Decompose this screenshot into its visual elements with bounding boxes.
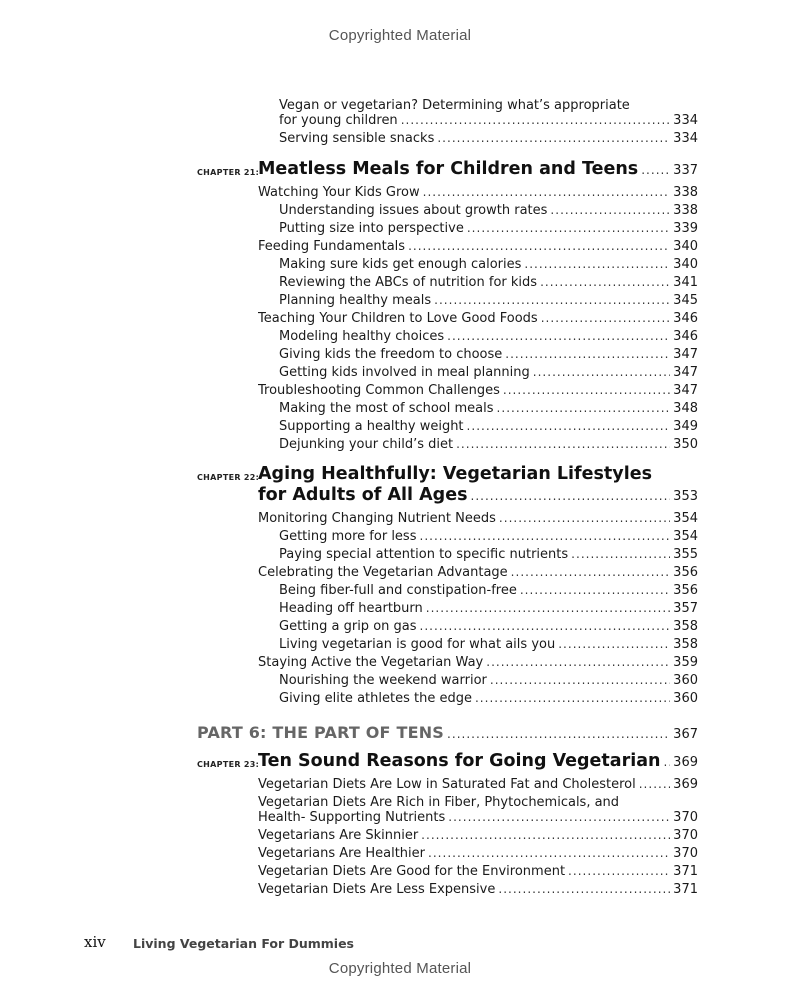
toc-entry[interactable]	[279, 600, 698, 617]
toc-entry-title: Getting a grip on gas	[279, 619, 417, 634]
dot-leader	[426, 600, 670, 617]
toc-entry-title: Making sure kids get enough calories	[279, 257, 522, 272]
toc-entry-page: 349	[673, 419, 698, 434]
toc-entry-page: 370	[673, 828, 698, 843]
chapter-heading[interactable]	[258, 751, 698, 771]
dot-leader	[467, 220, 670, 237]
toc-entry[interactable]	[279, 220, 698, 237]
toc-entry[interactable]	[258, 827, 698, 844]
toc-entry-title: Giving elite athletes the edge	[279, 691, 472, 706]
toc-entry-page: 347	[673, 383, 698, 398]
toc-entry-page: 360	[673, 691, 698, 706]
dot-leader	[447, 727, 670, 741]
toc-entry-title: for young children	[279, 113, 398, 128]
toc-entry[interactable]	[279, 672, 698, 689]
toc-entry-page: 358	[673, 619, 698, 634]
dot-leader	[419, 528, 670, 545]
toc-entry[interactable]	[258, 881, 698, 898]
toc-entry-page: 338	[673, 203, 698, 218]
toc-entry-page: 357	[673, 601, 698, 616]
toc-entry[interactable]	[279, 202, 698, 219]
dot-leader	[490, 672, 670, 689]
chapter-title: for Adults of All Ages	[258, 485, 468, 505]
dot-leader	[408, 238, 670, 255]
toc-entry[interactable]	[258, 238, 698, 255]
toc-entry-title: Celebrating the Vegetarian Advantage	[258, 565, 508, 580]
dot-leader	[447, 328, 670, 345]
toc-entry-page: 359	[673, 655, 698, 670]
toc-entry-title: Getting more for less	[279, 529, 417, 544]
toc-entry-title: Vegetarian Diets Are Good for the Environment	[258, 864, 566, 879]
toc-entry[interactable]	[258, 564, 698, 581]
toc-entry-page: 354	[673, 511, 698, 526]
dot-leader	[505, 346, 670, 363]
dot-leader	[428, 845, 670, 862]
toc-entry-page: 347	[673, 347, 698, 362]
toc-entry-page: 339	[673, 221, 698, 236]
toc-entry[interactable]	[258, 382, 698, 399]
dot-leader	[533, 364, 670, 381]
toc-entry-title: Vegan or vegetarian? Determining what’s appropriate	[279, 98, 630, 113]
toc-entry[interactable]	[279, 582, 698, 599]
chapter-page: 369	[673, 755, 698, 770]
chapter-title: Meatless Meals for Children and Teens	[258, 159, 639, 179]
toc-entry-title: Understanding issues about growth rates	[279, 203, 548, 218]
toc-entry-page: 347	[673, 365, 698, 380]
page-number: xiv	[84, 933, 106, 951]
toc-entry-title: Teaching Your Children to Love Good Foods	[258, 311, 538, 326]
toc-entry[interactable]	[279, 292, 698, 309]
toc-entry[interactable]	[258, 654, 698, 671]
toc-entry-title: Vegetarian Diets Are Low in Saturated Fat and Cholesterol	[258, 777, 636, 792]
toc-entry-page: 356	[673, 565, 698, 580]
toc-entry[interactable]	[279, 690, 698, 707]
toc-entry-page: 370	[673, 846, 698, 861]
toc-entry[interactable]	[258, 184, 698, 201]
dot-leader	[540, 274, 670, 291]
toc-entry[interactable]	[258, 510, 698, 527]
dot-leader	[568, 863, 670, 880]
toc-entry-page: 340	[673, 239, 698, 254]
toc-entry-page: 358	[673, 637, 698, 652]
part-heading[interactable]	[197, 723, 698, 742]
toc-entry[interactable]	[258, 809, 698, 826]
toc-entry[interactable]	[279, 528, 698, 545]
toc-entry[interactable]	[279, 274, 698, 291]
toc-entry-title: Serving sensible snacks	[279, 131, 435, 146]
dot-leader	[448, 809, 670, 826]
dot-leader	[664, 755, 671, 769]
dot-leader	[420, 618, 671, 635]
dot-leader	[503, 382, 670, 399]
toc-entry-title: Watching Your Kids Grow	[258, 185, 420, 200]
toc-entry-title: Health- Supporting Nutrients	[258, 810, 446, 825]
toc-entry[interactable]	[279, 328, 698, 345]
dot-leader	[434, 292, 670, 309]
toc-entry[interactable]	[279, 436, 698, 453]
dot-leader	[499, 510, 670, 527]
chapter-page: 337	[673, 163, 698, 178]
dot-leader	[541, 310, 670, 327]
toc-entry-title: Putting size into perspective	[279, 221, 464, 236]
copyright-watermark-bottom: Copyrighted Material	[328, 960, 472, 977]
toc-entry[interactable]	[279, 346, 698, 363]
toc-entry-page: 350	[673, 437, 698, 452]
toc-entry-title: Getting kids involved in meal planning	[279, 365, 530, 380]
toc-entry-title: Modeling healthy choices	[279, 329, 445, 344]
toc-entry-title: Making the most of school meals	[279, 401, 494, 416]
toc-entry-title: Vegetarians Are Healthier	[258, 846, 425, 861]
toc-entry-title: Vegetarians Are Skinnier	[258, 828, 419, 843]
toc-entry-page: 346	[673, 311, 698, 326]
toc-entry-page: 371	[673, 882, 698, 897]
chapter-label: CHAPTER 23:	[197, 760, 260, 769]
toc-entry-page: 334	[673, 131, 698, 146]
toc-entry[interactable]	[279, 400, 698, 417]
dot-leader	[511, 564, 671, 581]
toc-entry-page: 369	[673, 777, 698, 792]
toc-entry[interactable]	[279, 618, 698, 635]
chapter-title: Aging Healthfully: Vegetarian Lifestyles	[258, 464, 652, 484]
toc-entry-page: 360	[673, 673, 698, 688]
toc-entry[interactable]	[279, 636, 698, 653]
toc-entry-page: 371	[673, 864, 698, 879]
toc-entry-page: 370	[673, 810, 698, 825]
part-title: PART 6: THE PART OF TENS	[197, 723, 445, 742]
toc-entry[interactable]	[279, 364, 698, 381]
toc-entry-title: Planning healthy meals	[279, 293, 432, 308]
toc-entry-page: 354	[673, 529, 698, 544]
toc-entry-title: Living vegetarian is good for what ails you	[279, 637, 556, 652]
toc-entry-title: Monitoring Changing Nutrient Needs	[258, 511, 496, 526]
chapter-page: 353	[673, 489, 698, 504]
toc-entry[interactable]	[258, 310, 698, 327]
toc-entry-title: Troubleshooting Common Challenges	[258, 383, 500, 398]
dot-leader	[498, 881, 670, 898]
chapter-heading[interactable]	[258, 485, 698, 505]
dot-leader	[497, 400, 671, 417]
toc-entry-title: Heading off heartburn	[279, 601, 423, 616]
toc-entry-title: Nourishing the weekend warrior	[279, 673, 487, 688]
chapter-heading[interactable]	[258, 159, 698, 179]
toc-entry-title: Supporting a healthy weight	[279, 419, 464, 434]
dot-leader	[475, 690, 670, 707]
toc-entry[interactable]	[279, 112, 698, 129]
toc-entry[interactable]	[279, 546, 698, 563]
dot-leader	[524, 256, 670, 273]
toc-entry[interactable]	[279, 130, 698, 147]
toc-entry-title: Vegetarian Diets Are Less Expensive	[258, 882, 496, 897]
toc-entry[interactable]	[258, 863, 698, 880]
toc-entry-page: 345	[673, 293, 698, 308]
dot-leader	[571, 546, 670, 563]
toc-entry-title: Dejunking your child’s diet	[279, 437, 454, 452]
chapter-title: Ten Sound Reasons for Going Vegetarian	[258, 751, 661, 771]
toc-entry[interactable]	[258, 845, 698, 862]
dot-leader	[486, 654, 670, 671]
dot-leader	[421, 827, 670, 844]
toc-entry-page: 355	[673, 547, 698, 562]
toc-entry-title: Staying Active the Vegetarian Way	[258, 655, 484, 670]
toc-entry-page: 338	[673, 185, 698, 200]
dot-leader	[456, 436, 670, 453]
toc-entry[interactable]	[258, 776, 698, 793]
dot-leader	[437, 130, 670, 147]
toc-entry-page: 340	[673, 257, 698, 272]
toc-entry-title: Reviewing the ABCs of nutrition for kids	[279, 275, 538, 290]
running-footer-title: Living Vegetarian For Dummies	[133, 936, 354, 951]
dot-leader	[423, 184, 671, 201]
dot-leader	[550, 202, 670, 219]
dot-leader	[520, 582, 670, 599]
chapter-label: CHAPTER 21:	[197, 168, 260, 177]
toc-entry-title: Vegetarian Diets Are Rich in Fiber, Phytochemicals, and	[258, 795, 620, 810]
part-page: 367	[673, 727, 698, 742]
dot-leader	[470, 489, 670, 503]
copyright-watermark-top: Copyrighted Material	[328, 27, 472, 44]
toc-entry-page: 341	[673, 275, 698, 290]
toc-entry-page: 348	[673, 401, 698, 416]
dot-leader	[641, 163, 670, 177]
toc-entry-title: Feeding Fundamentals	[258, 239, 406, 254]
toc-entry-title: Being fiber-full and constipation-free	[279, 583, 517, 598]
toc-entry-title: Giving kids the freedom to choose	[279, 347, 503, 362]
toc-entry-title: Paying special attention to specific nutrients	[279, 547, 569, 562]
dot-leader	[467, 418, 671, 435]
chapter-label: CHAPTER 22:	[197, 473, 260, 482]
toc-entry[interactable]	[279, 256, 698, 273]
toc-entry-page: 356	[673, 583, 698, 598]
toc-entry[interactable]	[279, 418, 698, 435]
toc-entry-page: 334	[673, 113, 698, 128]
toc-entry-page: 346	[673, 329, 698, 344]
dot-leader	[558, 636, 670, 653]
dot-leader	[401, 112, 670, 129]
dot-leader	[639, 776, 670, 793]
